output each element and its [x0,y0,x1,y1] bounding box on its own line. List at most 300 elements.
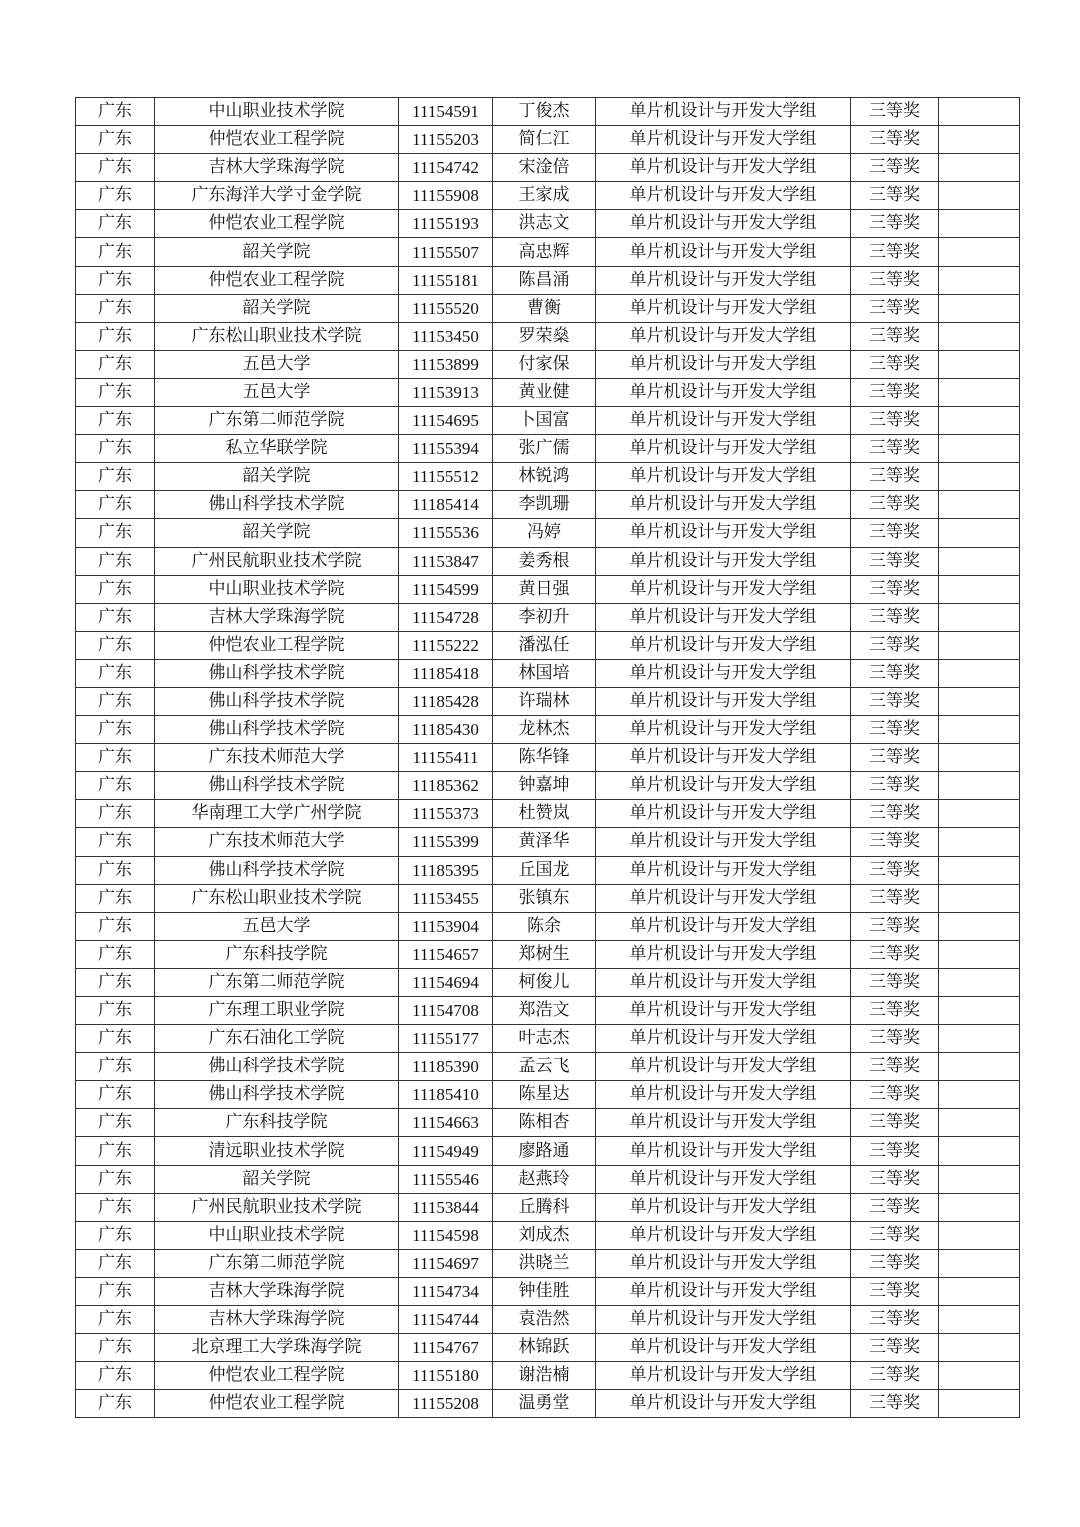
school-cell: 吉林大学珠海学院 [155,603,399,631]
table-row [76,1221,1020,1249]
award-level-cell: 三等奖 [851,1306,939,1334]
province-cell: 广东 [76,266,155,294]
table-row [76,1390,1020,1418]
province-cell: 广东 [76,1053,155,1081]
remarks-cell [939,266,1020,294]
table-row [76,912,1020,940]
table-row [76,1025,1020,1053]
award-level-cell: 三等奖 [851,631,939,659]
province-cell: 广东 [76,547,155,575]
student-name-cell: 许瑞林 [493,687,596,715]
province-cell: 广东 [76,1221,155,1249]
remarks-cell [939,940,1020,968]
competition-group-cell: 单片机设计与开发大学组 [596,1334,851,1362]
student-name-cell: 林锐鸿 [493,463,596,491]
school-cell: 吉林大学珠海学院 [155,1306,399,1334]
candidate-id-cell: 11154598 [399,1221,493,1249]
competition-group-cell: 单片机设计与开发大学组 [596,463,851,491]
school-cell: 佛山科学技术学院 [155,687,399,715]
candidate-id-cell: 11154694 [399,968,493,996]
table-row [76,1137,1020,1165]
award-level-cell: 三等奖 [851,940,939,968]
student-name-cell: 王家成 [493,182,596,210]
award-level-cell: 三等奖 [851,856,939,884]
table-row [76,210,1020,238]
competition-group-cell: 单片机设计与开发大学组 [596,407,851,435]
candidate-id-cell: 11185414 [399,491,493,519]
candidate-id-cell: 11155399 [399,828,493,856]
student-name-cell: 林国培 [493,659,596,687]
remarks-cell [939,435,1020,463]
candidate-id-cell: 11155208 [399,1390,493,1418]
province-cell: 广东 [76,1390,155,1418]
remarks-cell [939,154,1020,182]
school-cell: 韶关学院 [155,294,399,322]
province-cell: 广东 [76,491,155,519]
candidate-id-cell: 11185418 [399,659,493,687]
student-name-cell: 温勇堂 [493,1390,596,1418]
award-table [75,97,1020,1418]
student-name-cell: 杜赞岚 [493,800,596,828]
remarks-cell [939,603,1020,631]
competition-group-cell: 单片机设计与开发大学组 [596,1221,851,1249]
school-cell: 韶关学院 [155,519,399,547]
province-cell: 广东 [76,182,155,210]
award-level-cell: 三等奖 [851,575,939,603]
remarks-cell [939,772,1020,800]
student-name-cell: 冯婷 [493,519,596,547]
candidate-id-cell: 11153455 [399,884,493,912]
school-cell: 仲恺农业工程学院 [155,266,399,294]
candidate-id-cell: 11153904 [399,912,493,940]
remarks-cell [939,182,1020,210]
competition-group-cell: 单片机设计与开发大学组 [596,884,851,912]
school-cell: 佛山科学技术学院 [155,716,399,744]
table-row [76,1053,1020,1081]
province-cell: 广东 [76,407,155,435]
province-cell: 广东 [76,800,155,828]
remarks-cell [939,519,1020,547]
province-cell: 广东 [76,1137,155,1165]
candidate-id-cell: 11153899 [399,350,493,378]
award-level-cell: 三等奖 [851,1081,939,1109]
competition-group-cell: 单片机设计与开发大学组 [596,1362,851,1390]
candidate-id-cell: 11155180 [399,1362,493,1390]
remarks-cell [939,687,1020,715]
school-cell: 仲恺农业工程学院 [155,1390,399,1418]
competition-group-cell: 单片机设计与开发大学组 [596,1249,851,1277]
remarks-cell [939,997,1020,1025]
award-level-cell: 三等奖 [851,435,939,463]
candidate-id-cell: 11154744 [399,1306,493,1334]
competition-group-cell: 单片机设计与开发大学组 [596,98,851,126]
award-level-cell: 三等奖 [851,716,939,744]
award-level-cell: 三等奖 [851,378,939,406]
school-cell: 私立华联学院 [155,435,399,463]
student-name-cell: 龙林杰 [493,716,596,744]
school-cell: 广东第二师范学院 [155,407,399,435]
table-row [76,828,1020,856]
candidate-id-cell: 11154767 [399,1334,493,1362]
province-cell: 广东 [76,716,155,744]
competition-group-cell: 单片机设计与开发大学组 [596,378,851,406]
province-cell: 广东 [76,856,155,884]
candidate-id-cell: 11155512 [399,463,493,491]
award-table-body [76,98,1020,1418]
student-name-cell: 黄日强 [493,575,596,603]
school-cell: 广东第二师范学院 [155,1249,399,1277]
student-name-cell: 袁浩然 [493,1306,596,1334]
school-cell: 佛山科学技术学院 [155,659,399,687]
candidate-id-cell: 11153450 [399,322,493,350]
school-cell: 广东海洋大学寸金学院 [155,182,399,210]
remarks-cell [939,98,1020,126]
province-cell: 广东 [76,1025,155,1053]
competition-group-cell: 单片机设计与开发大学组 [596,491,851,519]
competition-group-cell: 单片机设计与开发大学组 [596,294,851,322]
school-cell: 五邑大学 [155,350,399,378]
remarks-cell [939,968,1020,996]
student-name-cell: 潘泓任 [493,631,596,659]
student-name-cell: 柯俊儿 [493,968,596,996]
remarks-cell [939,1306,1020,1334]
competition-group-cell: 单片机设计与开发大学组 [596,1390,851,1418]
award-level-cell: 三等奖 [851,322,939,350]
competition-group-cell: 单片机设计与开发大学组 [596,238,851,266]
award-level-cell: 三等奖 [851,350,939,378]
table-row [76,856,1020,884]
award-level-cell: 三等奖 [851,1362,939,1390]
province-cell: 广东 [76,154,155,182]
award-level-cell: 三等奖 [851,884,939,912]
table-row [76,1249,1020,1277]
candidate-id-cell: 11185410 [399,1081,493,1109]
province-cell: 广东 [76,940,155,968]
competition-group-cell: 单片机设计与开发大学组 [596,519,851,547]
table-row [76,182,1020,210]
school-cell: 广东松山职业技术学院 [155,884,399,912]
award-level-cell: 三等奖 [851,1249,939,1277]
province-cell: 广东 [76,687,155,715]
competition-group-cell: 单片机设计与开发大学组 [596,997,851,1025]
student-name-cell: 谢浩楠 [493,1362,596,1390]
award-level-cell: 三等奖 [851,1137,939,1165]
remarks-cell [939,294,1020,322]
student-name-cell: 刘成杰 [493,1221,596,1249]
table-row [76,744,1020,772]
remarks-cell [939,322,1020,350]
award-level-cell: 三等奖 [851,800,939,828]
candidate-id-cell: 11153913 [399,378,493,406]
competition-group-cell: 单片机设计与开发大学组 [596,687,851,715]
province-cell: 广东 [76,744,155,772]
school-cell: 广东科技学院 [155,1109,399,1137]
competition-group-cell: 单片机设计与开发大学组 [596,1025,851,1053]
award-level-cell: 三等奖 [851,1109,939,1137]
remarks-cell [939,463,1020,491]
remarks-cell [939,1362,1020,1390]
student-name-cell: 洪晓兰 [493,1249,596,1277]
competition-group-cell: 单片机设计与开发大学组 [596,322,851,350]
table-row [76,800,1020,828]
province-cell: 广东 [76,435,155,463]
table-row [76,547,1020,575]
province-cell: 广东 [76,350,155,378]
student-name-cell: 陈华锋 [493,744,596,772]
province-cell: 广东 [76,968,155,996]
school-cell: 佛山科学技术学院 [155,1053,399,1081]
table-row [76,350,1020,378]
province-cell: 广东 [76,463,155,491]
school-cell: 仲恺农业工程学院 [155,631,399,659]
school-cell: 广东石油化工学院 [155,1025,399,1053]
school-cell: 韶关学院 [155,1165,399,1193]
student-name-cell: 丁俊杰 [493,98,596,126]
student-name-cell: 宋淦倍 [493,154,596,182]
student-name-cell: 陈余 [493,912,596,940]
award-level-cell: 三等奖 [851,294,939,322]
student-name-cell: 林锦跃 [493,1334,596,1362]
remarks-cell [939,716,1020,744]
school-cell: 仲恺农业工程学院 [155,126,399,154]
candidate-id-cell: 11153847 [399,547,493,575]
school-cell: 佛山科学技术学院 [155,856,399,884]
school-cell: 北京理工大学珠海学院 [155,1334,399,1362]
province-cell: 广东 [76,631,155,659]
province-cell: 广东 [76,912,155,940]
candidate-id-cell: 11154742 [399,154,493,182]
competition-group-cell: 单片机设计与开发大学组 [596,659,851,687]
remarks-cell [939,547,1020,575]
student-name-cell: 钟佳胜 [493,1277,596,1305]
remarks-cell [939,884,1020,912]
student-name-cell: 郑浩文 [493,997,596,1025]
table-row [76,1362,1020,1390]
competition-group-cell: 单片机设计与开发大学组 [596,266,851,294]
school-cell: 吉林大学珠海学院 [155,154,399,182]
student-name-cell: 黄业健 [493,378,596,406]
province-cell: 广东 [76,1277,155,1305]
award-level-cell: 三等奖 [851,182,939,210]
award-level-cell: 三等奖 [851,1390,939,1418]
student-name-cell: 李凯珊 [493,491,596,519]
candidate-id-cell: 11155520 [399,294,493,322]
competition-group-cell: 单片机设计与开发大学组 [596,1277,851,1305]
school-cell: 广东技术师范大学 [155,828,399,856]
school-cell: 吉林大学珠海学院 [155,1277,399,1305]
award-level-cell: 三等奖 [851,744,939,772]
competition-group-cell: 单片机设计与开发大学组 [596,435,851,463]
competition-group-cell: 单片机设计与开发大学组 [596,912,851,940]
table-row [76,491,1020,519]
candidate-id-cell: 11155181 [399,266,493,294]
table-row [76,266,1020,294]
award-level-cell: 三等奖 [851,154,939,182]
table-row [76,716,1020,744]
award-level-cell: 三等奖 [851,1334,939,1362]
school-cell: 中山职业技术学院 [155,575,399,603]
remarks-cell [939,1109,1020,1137]
table-row [76,519,1020,547]
competition-group-cell: 单片机设计与开发大学组 [596,182,851,210]
award-level-cell: 三等奖 [851,659,939,687]
results-sheet [75,97,1019,1418]
school-cell: 广东技术师范大学 [155,744,399,772]
remarks-cell [939,1025,1020,1053]
remarks-cell [939,407,1020,435]
table-row [76,575,1020,603]
student-name-cell: 叶志杰 [493,1025,596,1053]
school-cell: 韶关学院 [155,238,399,266]
competition-group-cell: 单片机设计与开发大学组 [596,1109,851,1137]
student-name-cell: 赵燕玲 [493,1165,596,1193]
remarks-cell [939,631,1020,659]
province-cell: 广东 [76,1109,155,1137]
student-name-cell: 丘国龙 [493,856,596,884]
table-row [76,997,1020,1025]
student-name-cell: 张广儒 [493,435,596,463]
province-cell: 广东 [76,997,155,1025]
award-level-cell: 三等奖 [851,1025,939,1053]
table-row [76,435,1020,463]
student-name-cell: 付家保 [493,350,596,378]
province-cell: 广东 [76,1306,155,1334]
candidate-id-cell: 11185395 [399,856,493,884]
competition-group-cell: 单片机设计与开发大学组 [596,603,851,631]
award-level-cell: 三等奖 [851,1053,939,1081]
award-level-cell: 三等奖 [851,547,939,575]
award-level-cell: 三等奖 [851,463,939,491]
candidate-id-cell: 11154663 [399,1109,493,1137]
award-level-cell: 三等奖 [851,1193,939,1221]
candidate-id-cell: 11155507 [399,238,493,266]
remarks-cell [939,744,1020,772]
province-cell: 广东 [76,1193,155,1221]
table-row [76,154,1020,182]
table-row [76,1165,1020,1193]
province-cell: 广东 [76,378,155,406]
table-row [76,1306,1020,1334]
student-name-cell: 高忠辉 [493,238,596,266]
school-cell: 广州民航职业技术学院 [155,547,399,575]
remarks-cell [939,378,1020,406]
student-name-cell: 陈昌涌 [493,266,596,294]
table-row [76,631,1020,659]
school-cell: 广东松山职业技术学院 [155,322,399,350]
table-row [76,378,1020,406]
school-cell: 佛山科学技术学院 [155,1081,399,1109]
table-row [76,98,1020,126]
remarks-cell [939,912,1020,940]
candidate-id-cell: 11155193 [399,210,493,238]
student-name-cell: 简仁江 [493,126,596,154]
school-cell: 佛山科学技术学院 [155,491,399,519]
remarks-cell [939,126,1020,154]
province-cell: 广东 [76,322,155,350]
province-cell: 广东 [76,575,155,603]
province-cell: 广东 [76,659,155,687]
competition-group-cell: 单片机设计与开发大学组 [596,772,851,800]
remarks-cell [939,659,1020,687]
table-row [76,1277,1020,1305]
student-name-cell: 洪志文 [493,210,596,238]
award-level-cell: 三等奖 [851,126,939,154]
remarks-cell [939,1053,1020,1081]
competition-group-cell: 单片机设计与开发大学组 [596,856,851,884]
remarks-cell [939,1277,1020,1305]
school-cell: 广东理工职业学院 [155,997,399,1025]
competition-group-cell: 单片机设计与开发大学组 [596,126,851,154]
competition-group-cell: 单片机设计与开发大学组 [596,800,851,828]
candidate-id-cell: 11155394 [399,435,493,463]
province-cell: 广东 [76,238,155,266]
province-cell: 广东 [76,126,155,154]
table-row [76,126,1020,154]
candidate-id-cell: 11155546 [399,1165,493,1193]
table-row [76,659,1020,687]
student-name-cell: 陈相杏 [493,1109,596,1137]
school-cell: 佛山科学技术学院 [155,772,399,800]
competition-group-cell: 单片机设计与开发大学组 [596,968,851,996]
table-row [76,772,1020,800]
table-row [76,884,1020,912]
province-cell: 广东 [76,1362,155,1390]
competition-group-cell: 单片机设计与开发大学组 [596,1137,851,1165]
province-cell: 广东 [76,294,155,322]
award-level-cell: 三等奖 [851,912,939,940]
school-cell: 中山职业技术学院 [155,98,399,126]
candidate-id-cell: 11185390 [399,1053,493,1081]
award-level-cell: 三等奖 [851,1221,939,1249]
student-name-cell: 钟嘉坤 [493,772,596,800]
remarks-cell [939,491,1020,519]
table-row [76,1081,1020,1109]
province-cell: 广东 [76,519,155,547]
school-cell: 中山职业技术学院 [155,1221,399,1249]
candidate-id-cell: 11155222 [399,631,493,659]
table-row [76,238,1020,266]
award-level-cell: 三等奖 [851,210,939,238]
award-level-cell: 三等奖 [851,98,939,126]
competition-group-cell: 单片机设计与开发大学组 [596,716,851,744]
competition-group-cell: 单片机设计与开发大学组 [596,828,851,856]
province-cell: 广东 [76,1249,155,1277]
candidate-id-cell: 11155177 [399,1025,493,1053]
competition-group-cell: 单片机设计与开发大学组 [596,940,851,968]
award-level-cell: 三等奖 [851,1277,939,1305]
candidate-id-cell: 11155411 [399,744,493,772]
province-cell: 广东 [76,1081,155,1109]
remarks-cell [939,800,1020,828]
remarks-cell [939,1249,1020,1277]
competition-group-cell: 单片机设计与开发大学组 [596,350,851,378]
competition-group-cell: 单片机设计与开发大学组 [596,744,851,772]
competition-group-cell: 单片机设计与开发大学组 [596,1193,851,1221]
award-level-cell: 三等奖 [851,997,939,1025]
award-level-cell: 三等奖 [851,238,939,266]
award-level-cell: 三等奖 [851,519,939,547]
table-row [76,968,1020,996]
award-level-cell: 三等奖 [851,491,939,519]
candidate-id-cell: 11185430 [399,716,493,744]
school-cell: 清远职业技术学院 [155,1137,399,1165]
award-level-cell: 三等奖 [851,968,939,996]
table-row [76,603,1020,631]
remarks-cell [939,1390,1020,1418]
competition-group-cell: 单片机设计与开发大学组 [596,575,851,603]
competition-group-cell: 单片机设计与开发大学组 [596,1306,851,1334]
competition-group-cell: 单片机设计与开发大学组 [596,1165,851,1193]
